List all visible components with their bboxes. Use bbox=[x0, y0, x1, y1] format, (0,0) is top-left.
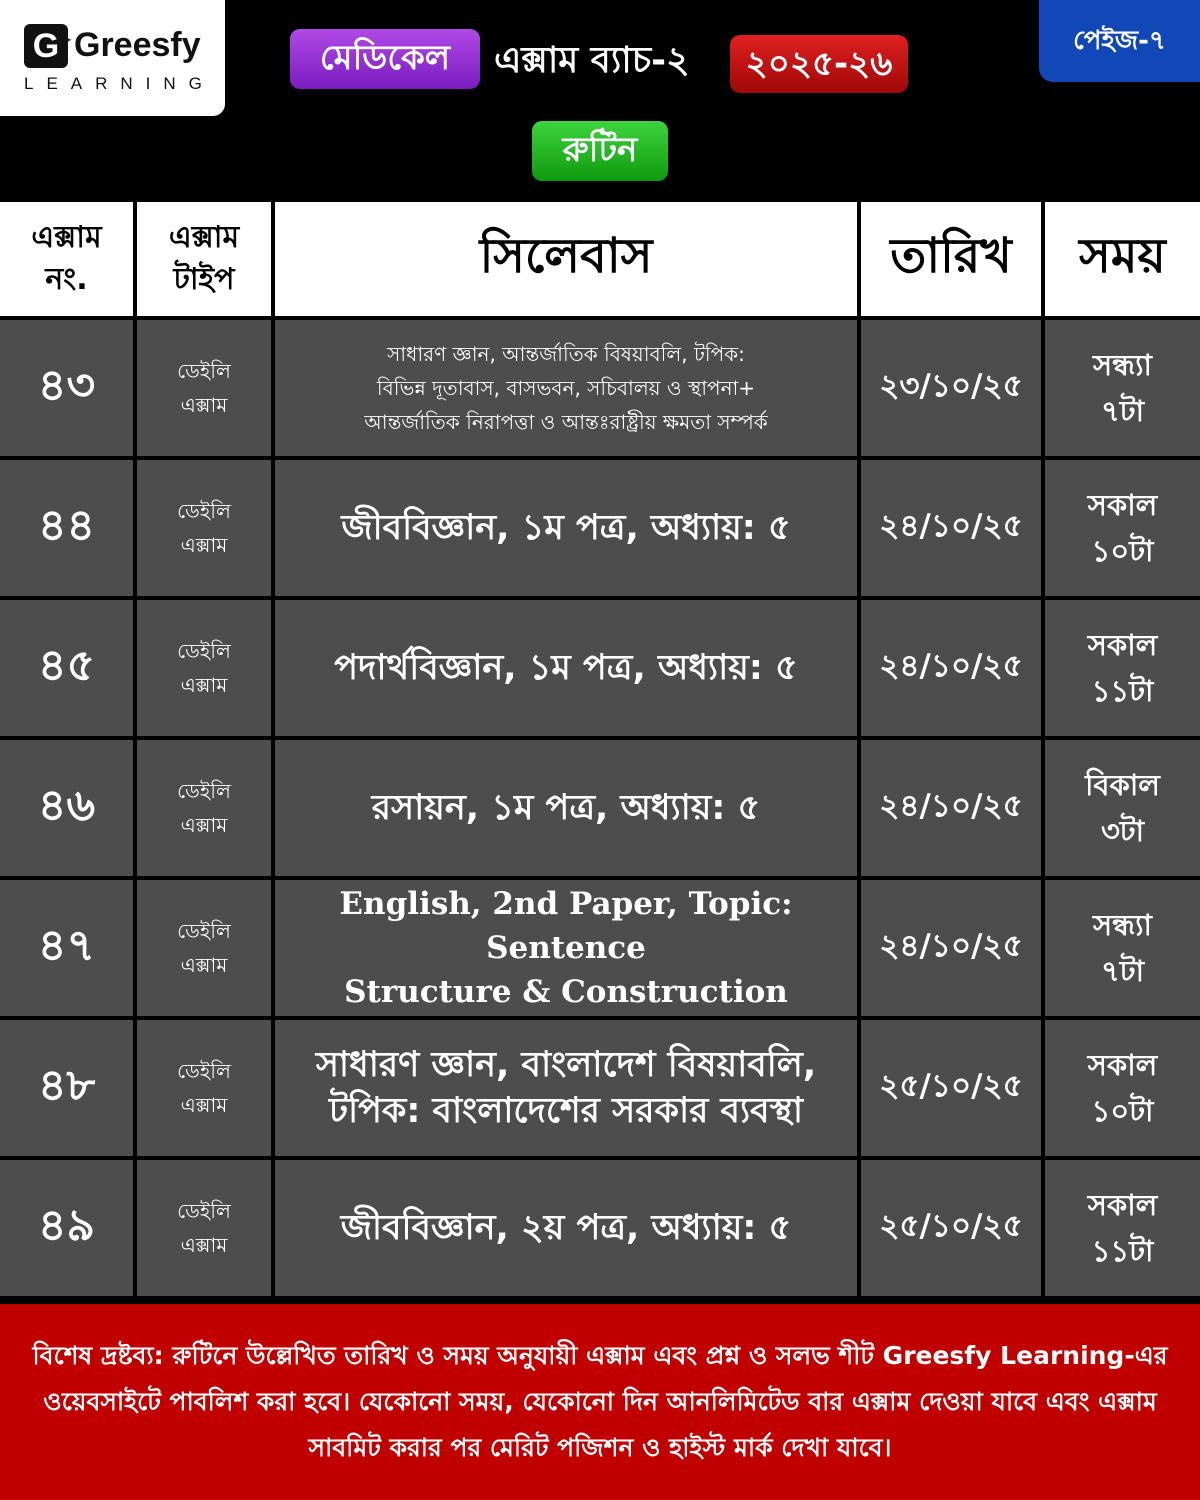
col-header-exam-type: এক্সাম টাইপ bbox=[137, 202, 271, 316]
syllabus-cell: পদার্থবিজ্ঞান, ১ম পত্র, অধ্যায়: ৫ bbox=[275, 600, 857, 736]
exam-no-cell: ৪৬ bbox=[0, 740, 133, 876]
exam-no-cell: ৪৮ bbox=[0, 1020, 133, 1156]
col-header-exam-no: এক্সাম নং. bbox=[0, 202, 133, 316]
col-header-syllabus: সিলেবাস bbox=[275, 202, 857, 316]
date-cell: ২৪/১০/২৫ bbox=[861, 740, 1041, 876]
time-cell: সকাল ১১টা bbox=[1045, 600, 1200, 736]
syllabus-cell: জীববিজ্ঞান, ১ম পত্র, অধ্যায়: ৫ bbox=[275, 460, 857, 596]
date-cell: ২৫/১০/২৫ bbox=[861, 1160, 1041, 1296]
time-cell: সকাল ১০টা bbox=[1045, 1020, 1200, 1156]
year-badge: ২০২৫-২৬ bbox=[730, 35, 908, 93]
exam-no-cell: ৪৪ bbox=[0, 460, 133, 596]
date-cell: ২৫/১০/২৫ bbox=[861, 1020, 1041, 1156]
date-cell: ২৩/১০/২৫ bbox=[861, 320, 1041, 456]
exam-type-cell: ডেইলি এক্সাম bbox=[137, 600, 271, 736]
footer-notice bbox=[0, 1304, 1200, 1500]
logo-g-icon: G ✦ bbox=[24, 24, 68, 68]
syllabus-cell: রসায়ন, ১ম পত্র, অধ্যায়: ৫ bbox=[275, 740, 857, 876]
brand-sub: LEARNING bbox=[24, 74, 215, 93]
time-cell: বিকাল ৩টা bbox=[1045, 740, 1200, 876]
exam-type-cell: ডেইলি এক্সাম bbox=[137, 880, 271, 1016]
time-cell: সকাল ১০টা bbox=[1045, 460, 1200, 596]
exam-type-cell: ডেইলি এক্সাম bbox=[137, 740, 271, 876]
time-cell: সকাল ১১টা bbox=[1045, 1160, 1200, 1296]
syllabus-cell: সাধারণ জ্ঞান, আন্তর্জাতিক বিষয়াবলি, টপিক: বিভিন্ন দূতাবাস, বাসভবন, সচিবালয় ও স্থাপনা+ আন্তর্জাতিক নিরাপত্তা ও আন্তঃরাষ্ট্রীয় ক্ষমতা সম্পর্ক bbox=[275, 320, 857, 456]
brand-logo bbox=[0, 0, 225, 116]
syllabus-cell: সাধারণ জ্ঞান, বাংলাদেশ বিষয়াবলি, টপিক: বাংলাদেশের সরকার ব্যবস্থা bbox=[275, 1020, 857, 1156]
date-cell: ২৪/১০/২৫ bbox=[861, 880, 1041, 1016]
syllabus-cell: জীববিজ্ঞান, ২য় পত্র, অধ্যায়: ৫ bbox=[275, 1160, 857, 1296]
exam-type-cell: ডেইলি এক্সাম bbox=[137, 320, 271, 456]
syllabus-cell: English, 2nd Paper, Topic: Sentence Structure & Construction bbox=[275, 880, 857, 1016]
page-title: এক্সাম ব্যাচ-২ bbox=[494, 40, 690, 81]
time-cell: সন্ধ্যা ৭টা bbox=[1045, 880, 1200, 1016]
footer-note: বিশেষ দ্রষ্টব্য: রুটিনে উল্লেখিত তারিখ ও সময় অনুযায়ী এক্সাম এবং প্রশ্ন ও সলভ শীট Greesfy Learning-এর ওয়েবসাইটে পাবলিশ করা হবে। যেকোনো সময়, যেকোনো দিন আনলিমিটেড বার এক্সাম দেওয়া যাবে এবং এক্সাম সাবমিট করার পর মেরিট পজিশন ও হাইস্ট মার্ক দেখা যাবে। bbox=[32, 1341, 1168, 1462]
exam-type-cell: ডেইলি এক্সাম bbox=[137, 1160, 271, 1296]
category-badge: মেডিকেল bbox=[290, 29, 480, 89]
date-cell: ২৪/১০/২৫ bbox=[861, 600, 1041, 736]
header bbox=[0, 0, 1200, 202]
page-badge: পেইজ-৭ bbox=[1039, 0, 1200, 82]
date-cell: ২৪/১০/২৫ bbox=[861, 460, 1041, 596]
col-header-date: তারিখ bbox=[861, 202, 1041, 316]
exam-no-cell: ৪৩ bbox=[0, 320, 133, 456]
exam-type-cell: ডেইলি এক্সাম bbox=[137, 1020, 271, 1156]
col-header-time: সময় bbox=[1045, 202, 1200, 316]
exam-no-cell: ৪৭ bbox=[0, 880, 133, 1016]
exam-no-cell: ৪৯ bbox=[0, 1160, 133, 1296]
time-cell: সন্ধ্যা ৭টা bbox=[1045, 320, 1200, 456]
brand-name: Greesfy bbox=[74, 26, 201, 64]
exam-no-cell: ৪৫ bbox=[0, 600, 133, 736]
exam-type-cell: ডেইলি এক্সাম bbox=[137, 460, 271, 596]
routine-badge: রুটিন bbox=[532, 121, 668, 181]
